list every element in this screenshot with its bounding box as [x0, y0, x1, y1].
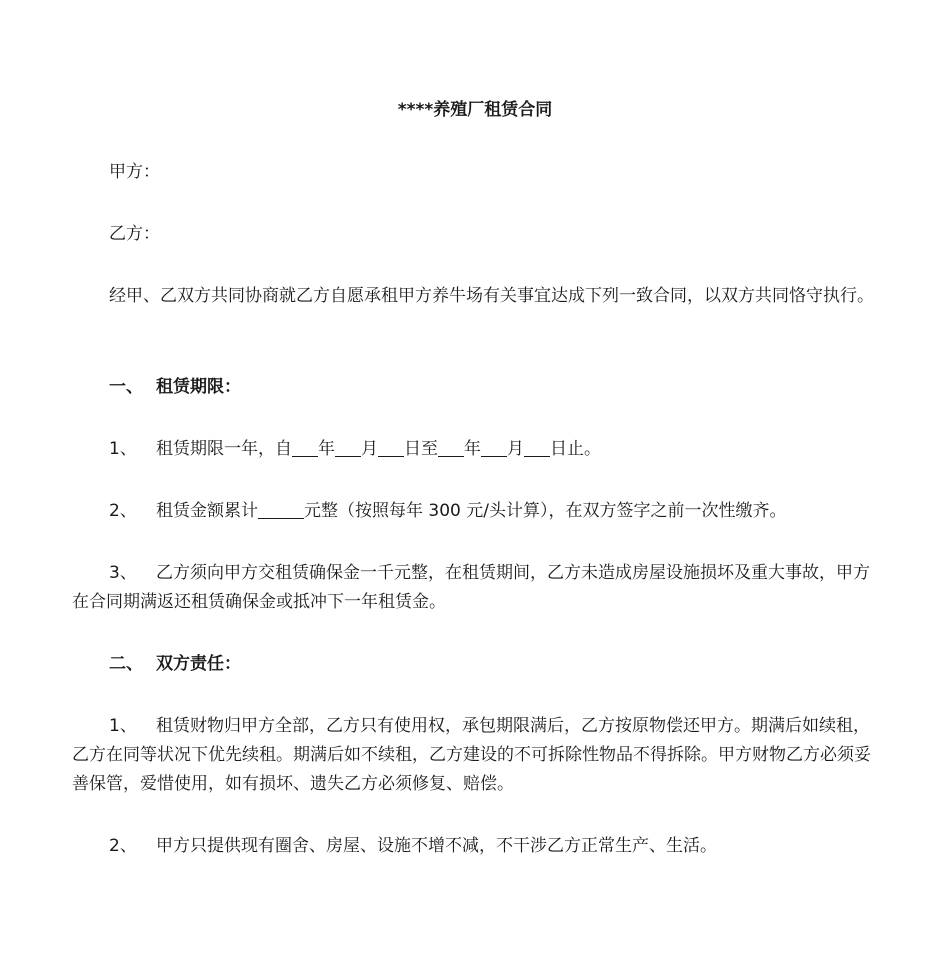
- party-a-label: 甲方：: [109, 162, 160, 182]
- rent-amount-text: 租赁金额累计: [156, 501, 258, 521]
- end-month-blank: [481, 438, 507, 457]
- end-year-blank: [438, 438, 464, 457]
- section1-item3: [72, 559, 882, 617]
- section1-item1: [72, 435, 882, 464]
- section2-item1: [72, 712, 882, 799]
- section2-item2: [72, 832, 882, 861]
- start-day-blank: [378, 438, 404, 457]
- facilities-text: 甲方只提供现有圈舍、房屋、设施不增不减，不干涉乙方正常生产、生活。: [156, 836, 717, 856]
- end-day-blank: [524, 438, 550, 457]
- start-month-blank: [335, 438, 361, 457]
- document-title: ****养殖厂租赁合同: [397, 100, 553, 120]
- rent-amount-blank: [258, 500, 304, 519]
- start-year-blank: [292, 438, 318, 457]
- month-label: 月: [507, 439, 524, 459]
- item-number: 1、: [109, 716, 137, 736]
- item-number: 2、: [109, 501, 137, 521]
- party-b-label: 乙方：: [109, 224, 160, 244]
- rent-amount-after: 元整（按照每年 300 元/头计算），在双方签字之前一次性缴齐。: [304, 501, 787, 521]
- section2-heading: [72, 650, 882, 679]
- section2-title: 双方责任：: [156, 654, 241, 674]
- section2-number: 二、: [109, 654, 143, 674]
- month-label: 月: [361, 439, 378, 459]
- property-ownership-text: 租赁财物归甲方全部，乙方只有使用权，承包期限满后，乙方按原物偿还甲方。期满后如续租，乙方在同等状况下优先续租。期满后如不续租，乙方建设的不可拆除性物品不得拆除。甲方财物乙方必须妥善保管，爱惜使用，如有损坏、遗失乙方必须修复、赔偿。: [72, 716, 871, 794]
- year-label: 年: [318, 439, 335, 459]
- section1-number: 一、: [109, 377, 143, 397]
- section1-title: 租赁期限：: [156, 377, 241, 397]
- day-to-label: 日至: [404, 439, 438, 459]
- item-number: 1、: [109, 439, 137, 459]
- day-end-label: 日止。: [550, 439, 601, 459]
- section1-heading: [72, 373, 882, 402]
- section1-item2: [72, 497, 882, 526]
- item-number: 3、: [109, 563, 137, 583]
- intro-paragraph: 经甲、乙双方共同协商就乙方自愿承租甲方养牛场有关事宜达成下列一致合同，以双方共同恪守执行。: [109, 286, 874, 306]
- lease-term-text: 租赁期限一年，自: [156, 439, 292, 459]
- deposit-text: 乙方须向甲方交租赁确保金一千元整，在租赁期间，乙方未造成房屋设施损坏及重大事故，甲方在合同期满返还租赁确保金或抵冲下一年租赁金。: [72, 563, 870, 612]
- item-number: 2、: [109, 836, 137, 856]
- year-label: 年: [464, 439, 481, 459]
